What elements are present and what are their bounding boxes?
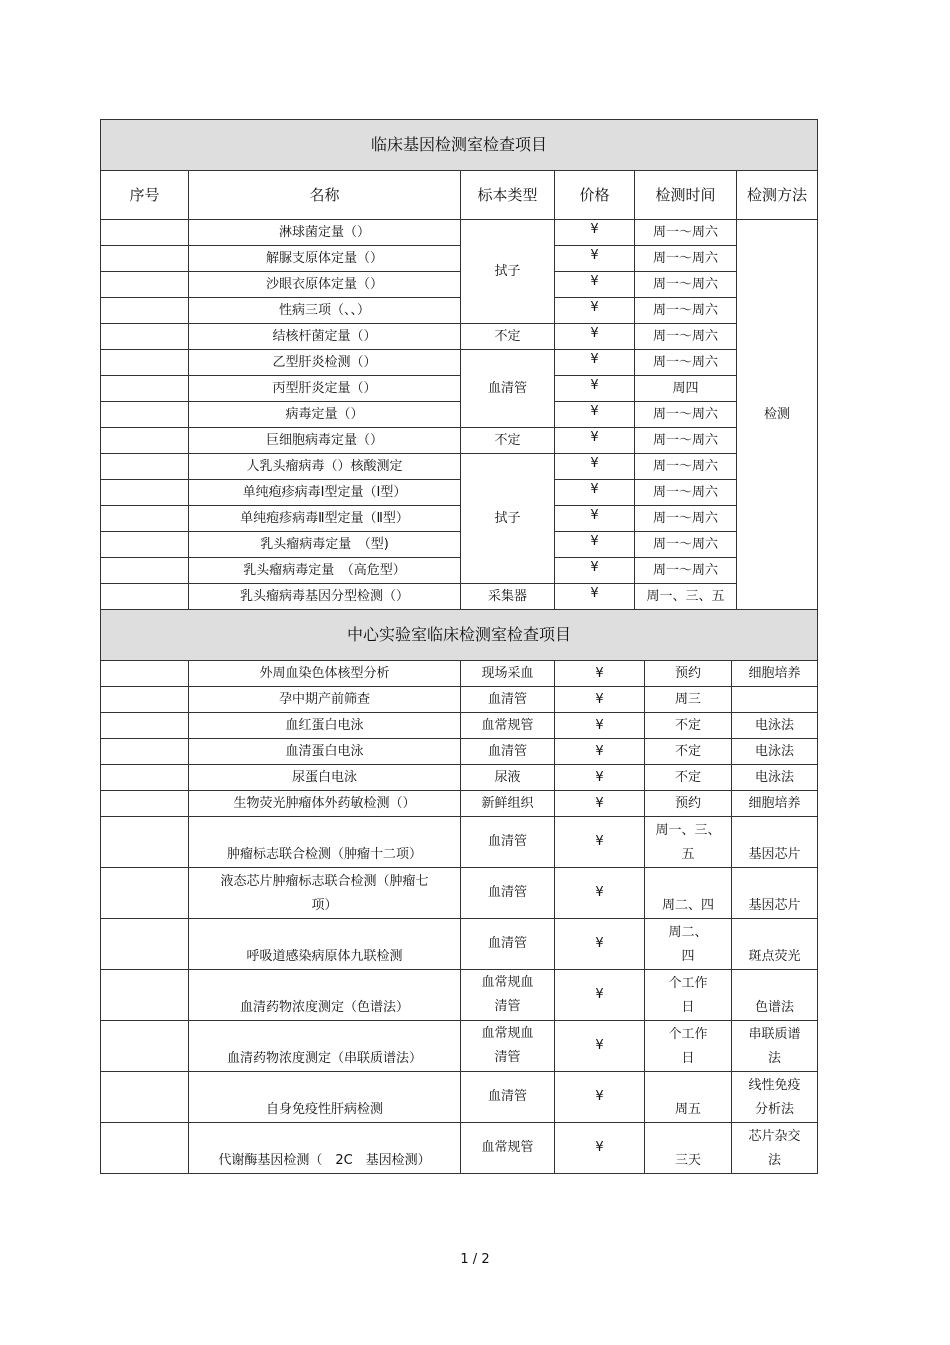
test-time: 周四 (635, 376, 737, 402)
test-method-line: 芯片杂交 (748, 1129, 801, 1144)
test-time: 周一～周六 (635, 402, 737, 428)
test-method-line: 法 (767, 1051, 781, 1066)
test-time: 周三 (645, 687, 732, 713)
item-name: 乙型肝炎检测（） (189, 350, 461, 376)
test-method-line: 分析法 (754, 1102, 794, 1117)
test-time-line: 四 (681, 949, 695, 964)
sample-type (461, 868, 555, 919)
test-method: 检测 (737, 220, 818, 610)
sample-type (461, 1072, 555, 1123)
item-name (189, 868, 461, 919)
item-name: 沙眼衣原体定量（） (189, 272, 461, 298)
test-time: 周一～周六 (635, 454, 737, 480)
table-row (101, 558, 818, 584)
price-cell: ¥ (555, 1021, 645, 1072)
price-cell: ¥ (555, 558, 635, 584)
table-row (101, 428, 818, 454)
index-cell (101, 1021, 189, 1072)
item-name (189, 1123, 461, 1174)
test-method-line: 基因芯片 (748, 898, 801, 913)
sample-type-line: 血清管 (487, 936, 527, 951)
gene-test-table (100, 119, 818, 610)
table-row (101, 739, 818, 765)
test-time-line: 周二、 (668, 925, 708, 940)
price-cell: ¥ (555, 713, 645, 739)
test-method-line: 串联质谱 (748, 1027, 801, 1042)
table-row (101, 584, 818, 610)
table-row (101, 246, 818, 272)
item-name: 单纯疱疹病毒Ⅰ型定量（Ⅰ型） (189, 480, 461, 506)
price-cell: ¥ (555, 246, 635, 272)
table-row (101, 480, 818, 506)
central-lab-rows (100, 660, 818, 1174)
price-cell: ¥ (555, 376, 635, 402)
item-name-line: 血清药物浓度测定（色谱法） (239, 1000, 409, 1015)
price-cell: ¥ (555, 739, 645, 765)
test-method-line: 基因芯片 (748, 847, 801, 862)
index-cell (101, 1072, 189, 1123)
sample-type-line: 血清管 (487, 834, 527, 849)
index-cell (101, 765, 189, 791)
sample-type: 现场采血 (461, 661, 555, 687)
test-time (645, 817, 732, 868)
item-name: 性病三项（、、） (189, 298, 461, 324)
item-name: 丙型肝炎定量（） (189, 376, 461, 402)
item-name (189, 817, 461, 868)
col-header-price: 价格 (555, 171, 635, 220)
table-row (101, 220, 818, 246)
index-cell (101, 713, 189, 739)
sample-type: 拭子 (461, 220, 555, 324)
item-name: 病毒定量（） (189, 402, 461, 428)
test-time-line: 周一、三、 (655, 823, 721, 838)
sample-type (461, 970, 555, 1021)
test-method (732, 687, 818, 713)
test-time (645, 868, 732, 919)
item-name (189, 919, 461, 970)
price-cell: ¥ (555, 791, 645, 817)
index-cell (101, 868, 189, 919)
test-time-line: 三天 (674, 1153, 701, 1168)
test-method (732, 1021, 818, 1072)
test-time: 周一～周六 (635, 220, 737, 246)
table-row (101, 1072, 818, 1123)
table-row (101, 919, 818, 970)
test-method (732, 919, 818, 970)
price-cell: ¥ (555, 1072, 645, 1123)
table-row (101, 970, 818, 1021)
item-name-line: 呼吸道感染病原体九联检测 (246, 949, 403, 964)
sample-type-line: 清管 (494, 1050, 521, 1065)
test-time: 周一～周六 (635, 272, 737, 298)
table-row (101, 791, 818, 817)
test-method (732, 817, 818, 868)
item-name: 乳头瘤病毒定量 （高危型） (189, 558, 461, 584)
index-cell (101, 272, 189, 298)
table-row (101, 868, 818, 919)
test-time: 不定 (645, 765, 732, 791)
document-sheet (100, 119, 817, 1174)
test-time-line: 周五 (674, 1102, 701, 1117)
test-method: 电泳法 (732, 739, 818, 765)
page-number: 1 / 2 (460, 1252, 490, 1267)
item-name-line: 肿瘤标志联合检测（肿瘤十二项） (226, 847, 422, 862)
item-name: 结核杆菌定量（） (189, 324, 461, 350)
sample-type-line: 清管 (494, 999, 521, 1014)
item-name-line: 自身免疫性肝病检测 (265, 1102, 383, 1117)
index-cell (101, 558, 189, 584)
index-cell (101, 791, 189, 817)
price-cell: ¥ (555, 687, 645, 713)
index-cell (101, 220, 189, 246)
price-cell: ¥ (555, 402, 635, 428)
test-time-line: 日 (681, 1051, 695, 1066)
test-time-line: 个工作 (668, 976, 708, 991)
table-row (101, 532, 818, 558)
price-cell: ¥ (555, 970, 645, 1021)
index-cell (101, 661, 189, 687)
index-cell (101, 376, 189, 402)
test-time-line: 五 (681, 847, 695, 862)
test-method: 细胞培养 (732, 791, 818, 817)
price-cell: ¥ (555, 919, 645, 970)
price-cell: ¥ (555, 765, 645, 791)
index-cell (101, 817, 189, 868)
test-time: 周一、三、五 (635, 584, 737, 610)
price-cell: ¥ (555, 454, 635, 480)
item-name: 巨细胞病毒定量（） (189, 428, 461, 454)
index-cell (101, 324, 189, 350)
test-time (645, 919, 732, 970)
index-cell (101, 532, 189, 558)
index-cell (101, 402, 189, 428)
sample-type-line: 血常规管 (481, 1140, 534, 1155)
sample-type (461, 919, 555, 970)
price-cell: ¥ (555, 480, 635, 506)
index-cell (101, 428, 189, 454)
test-method: 电泳法 (732, 713, 818, 739)
item-name-line: 代谢酶基因检测（ 2C 基因检测） (218, 1153, 431, 1168)
sample-type: 不定 (461, 324, 555, 350)
test-time: 周一～周六 (635, 298, 737, 324)
test-time: 周一～周六 (635, 428, 737, 454)
index-cell (101, 584, 189, 610)
test-time: 周一～周六 (635, 324, 737, 350)
index-cell (101, 919, 189, 970)
item-name: 血红蛋白电泳 (189, 713, 461, 739)
col-header-sample: 标本类型 (461, 171, 555, 220)
table-row (101, 817, 818, 868)
test-method (732, 1123, 818, 1174)
section-title-central-lab: 中心实验室临床检测室检查项目 (101, 610, 818, 661)
test-method-line: 线性免疫 (748, 1078, 801, 1093)
table-row (101, 402, 818, 428)
test-time: 周一～周六 (635, 506, 737, 532)
item-name: 乳头瘤病毒定量 （型) (189, 532, 461, 558)
item-name: 单纯疱疹病毒Ⅱ型定量（Ⅱ型） (189, 506, 461, 532)
sample-type-line: 血清管 (487, 1089, 527, 1104)
sample-type: 不定 (461, 428, 555, 454)
test-time: 周一～周六 (635, 246, 737, 272)
table-row (101, 506, 818, 532)
table-row (101, 350, 818, 376)
test-method-line: 法 (767, 1153, 781, 1168)
index-cell (101, 454, 189, 480)
price-cell: ¥ (555, 272, 635, 298)
table-row (101, 661, 818, 687)
test-time: 周一～周六 (635, 558, 737, 584)
item-name: 解脲支原体定量（） (189, 246, 461, 272)
test-method-line: 色谱法 (754, 1000, 794, 1015)
col-header-name: 名称 (189, 171, 461, 220)
index-cell (101, 350, 189, 376)
sample-type: 采集器 (461, 584, 555, 610)
item-name (189, 970, 461, 1021)
table-row (101, 713, 818, 739)
test-time: 不定 (645, 739, 732, 765)
item-name-line: 项） (311, 898, 338, 913)
sample-type: 尿液 (461, 765, 555, 791)
price-cell: ¥ (555, 350, 635, 376)
test-time (645, 1072, 732, 1123)
item-name (189, 1021, 461, 1072)
index-cell (101, 298, 189, 324)
price-cell: ¥ (555, 506, 635, 532)
item-name: 生物荧光肿瘤体外药敏检测（） (189, 791, 461, 817)
test-time: 周一～周六 (635, 532, 737, 558)
test-method-line: 斑点荧光 (748, 949, 801, 964)
col-header-time: 检测时间 (635, 171, 737, 220)
table-row (101, 454, 818, 480)
item-name: 血清蛋白电泳 (189, 739, 461, 765)
item-name: 乳头瘤病毒基因分型检测（） (189, 584, 461, 610)
test-time (645, 1021, 732, 1072)
test-method (732, 868, 818, 919)
test-method: 细胞培养 (732, 661, 818, 687)
sample-type: 血清管 (461, 350, 555, 428)
sample-type: 血清管 (461, 687, 555, 713)
table-row (101, 298, 818, 324)
test-method: 电泳法 (732, 765, 818, 791)
price-cell: ¥ (555, 817, 645, 868)
col-header-index: 序号 (101, 171, 189, 220)
index-cell (101, 687, 189, 713)
sample-type (461, 1123, 555, 1174)
table-row (101, 1021, 818, 1072)
item-name: 外周血染色体核型分析 (189, 661, 461, 687)
test-time-line: 日 (681, 1000, 695, 1015)
index-cell (101, 506, 189, 532)
price-cell: ¥ (555, 532, 635, 558)
section-title-gene: 临床基因检测室检查项目 (101, 120, 818, 171)
sample-type: 拭子 (461, 454, 555, 584)
table-row (101, 765, 818, 791)
test-time: 预约 (645, 791, 732, 817)
price-cell: ¥ (555, 298, 635, 324)
item-name-line: 液态芯片肿瘤标志联合检测（肿瘤七 (220, 874, 429, 889)
test-method (732, 970, 818, 1021)
table-row (101, 324, 818, 350)
table-row (101, 1123, 818, 1174)
item-name: 孕中期产前筛查 (189, 687, 461, 713)
test-time: 预约 (645, 661, 732, 687)
test-method (732, 1072, 818, 1123)
item-name: 尿蛋白电泳 (189, 765, 461, 791)
col-header-method: 检测方法 (737, 171, 818, 220)
price-cell: ¥ (555, 584, 635, 610)
item-name (189, 1072, 461, 1123)
test-time: 周一～周六 (635, 350, 737, 376)
table-row (101, 376, 818, 402)
price-cell: ¥ (555, 1123, 645, 1174)
test-time: 周一～周六 (635, 480, 737, 506)
sample-type-line: 血清管 (487, 885, 527, 900)
table-row (101, 272, 818, 298)
table-row (101, 687, 818, 713)
test-time-line: 个工作 (668, 1027, 708, 1042)
sample-type: 血常规管 (461, 713, 555, 739)
price-cell: ¥ (555, 868, 645, 919)
sample-type: 新鲜组织 (461, 791, 555, 817)
sample-type: 血清管 (461, 739, 555, 765)
sample-type-line: 血常规血 (481, 975, 534, 990)
item-name: 人乳头瘤病毒（）核酸测定 (189, 454, 461, 480)
test-time: 不定 (645, 713, 732, 739)
index-cell (101, 246, 189, 272)
central-lab-table (100, 609, 818, 661)
price-cell: ¥ (555, 428, 635, 454)
item-name: 淋球菌定量（） (189, 220, 461, 246)
index-cell (101, 970, 189, 1021)
test-time (645, 970, 732, 1021)
index-cell (101, 1123, 189, 1174)
sample-type (461, 1021, 555, 1072)
item-name-line: 血清药物浓度测定（串联质谱法） (226, 1051, 422, 1066)
price-cell: ¥ (555, 661, 645, 687)
index-cell (101, 739, 189, 765)
test-time (645, 1123, 732, 1174)
test-time-line: 周二、四 (661, 898, 714, 913)
sample-type (461, 817, 555, 868)
price-cell: ¥ (555, 220, 635, 246)
price-cell: ¥ (555, 324, 635, 350)
sample-type-line: 血常规血 (481, 1026, 534, 1041)
index-cell (101, 480, 189, 506)
